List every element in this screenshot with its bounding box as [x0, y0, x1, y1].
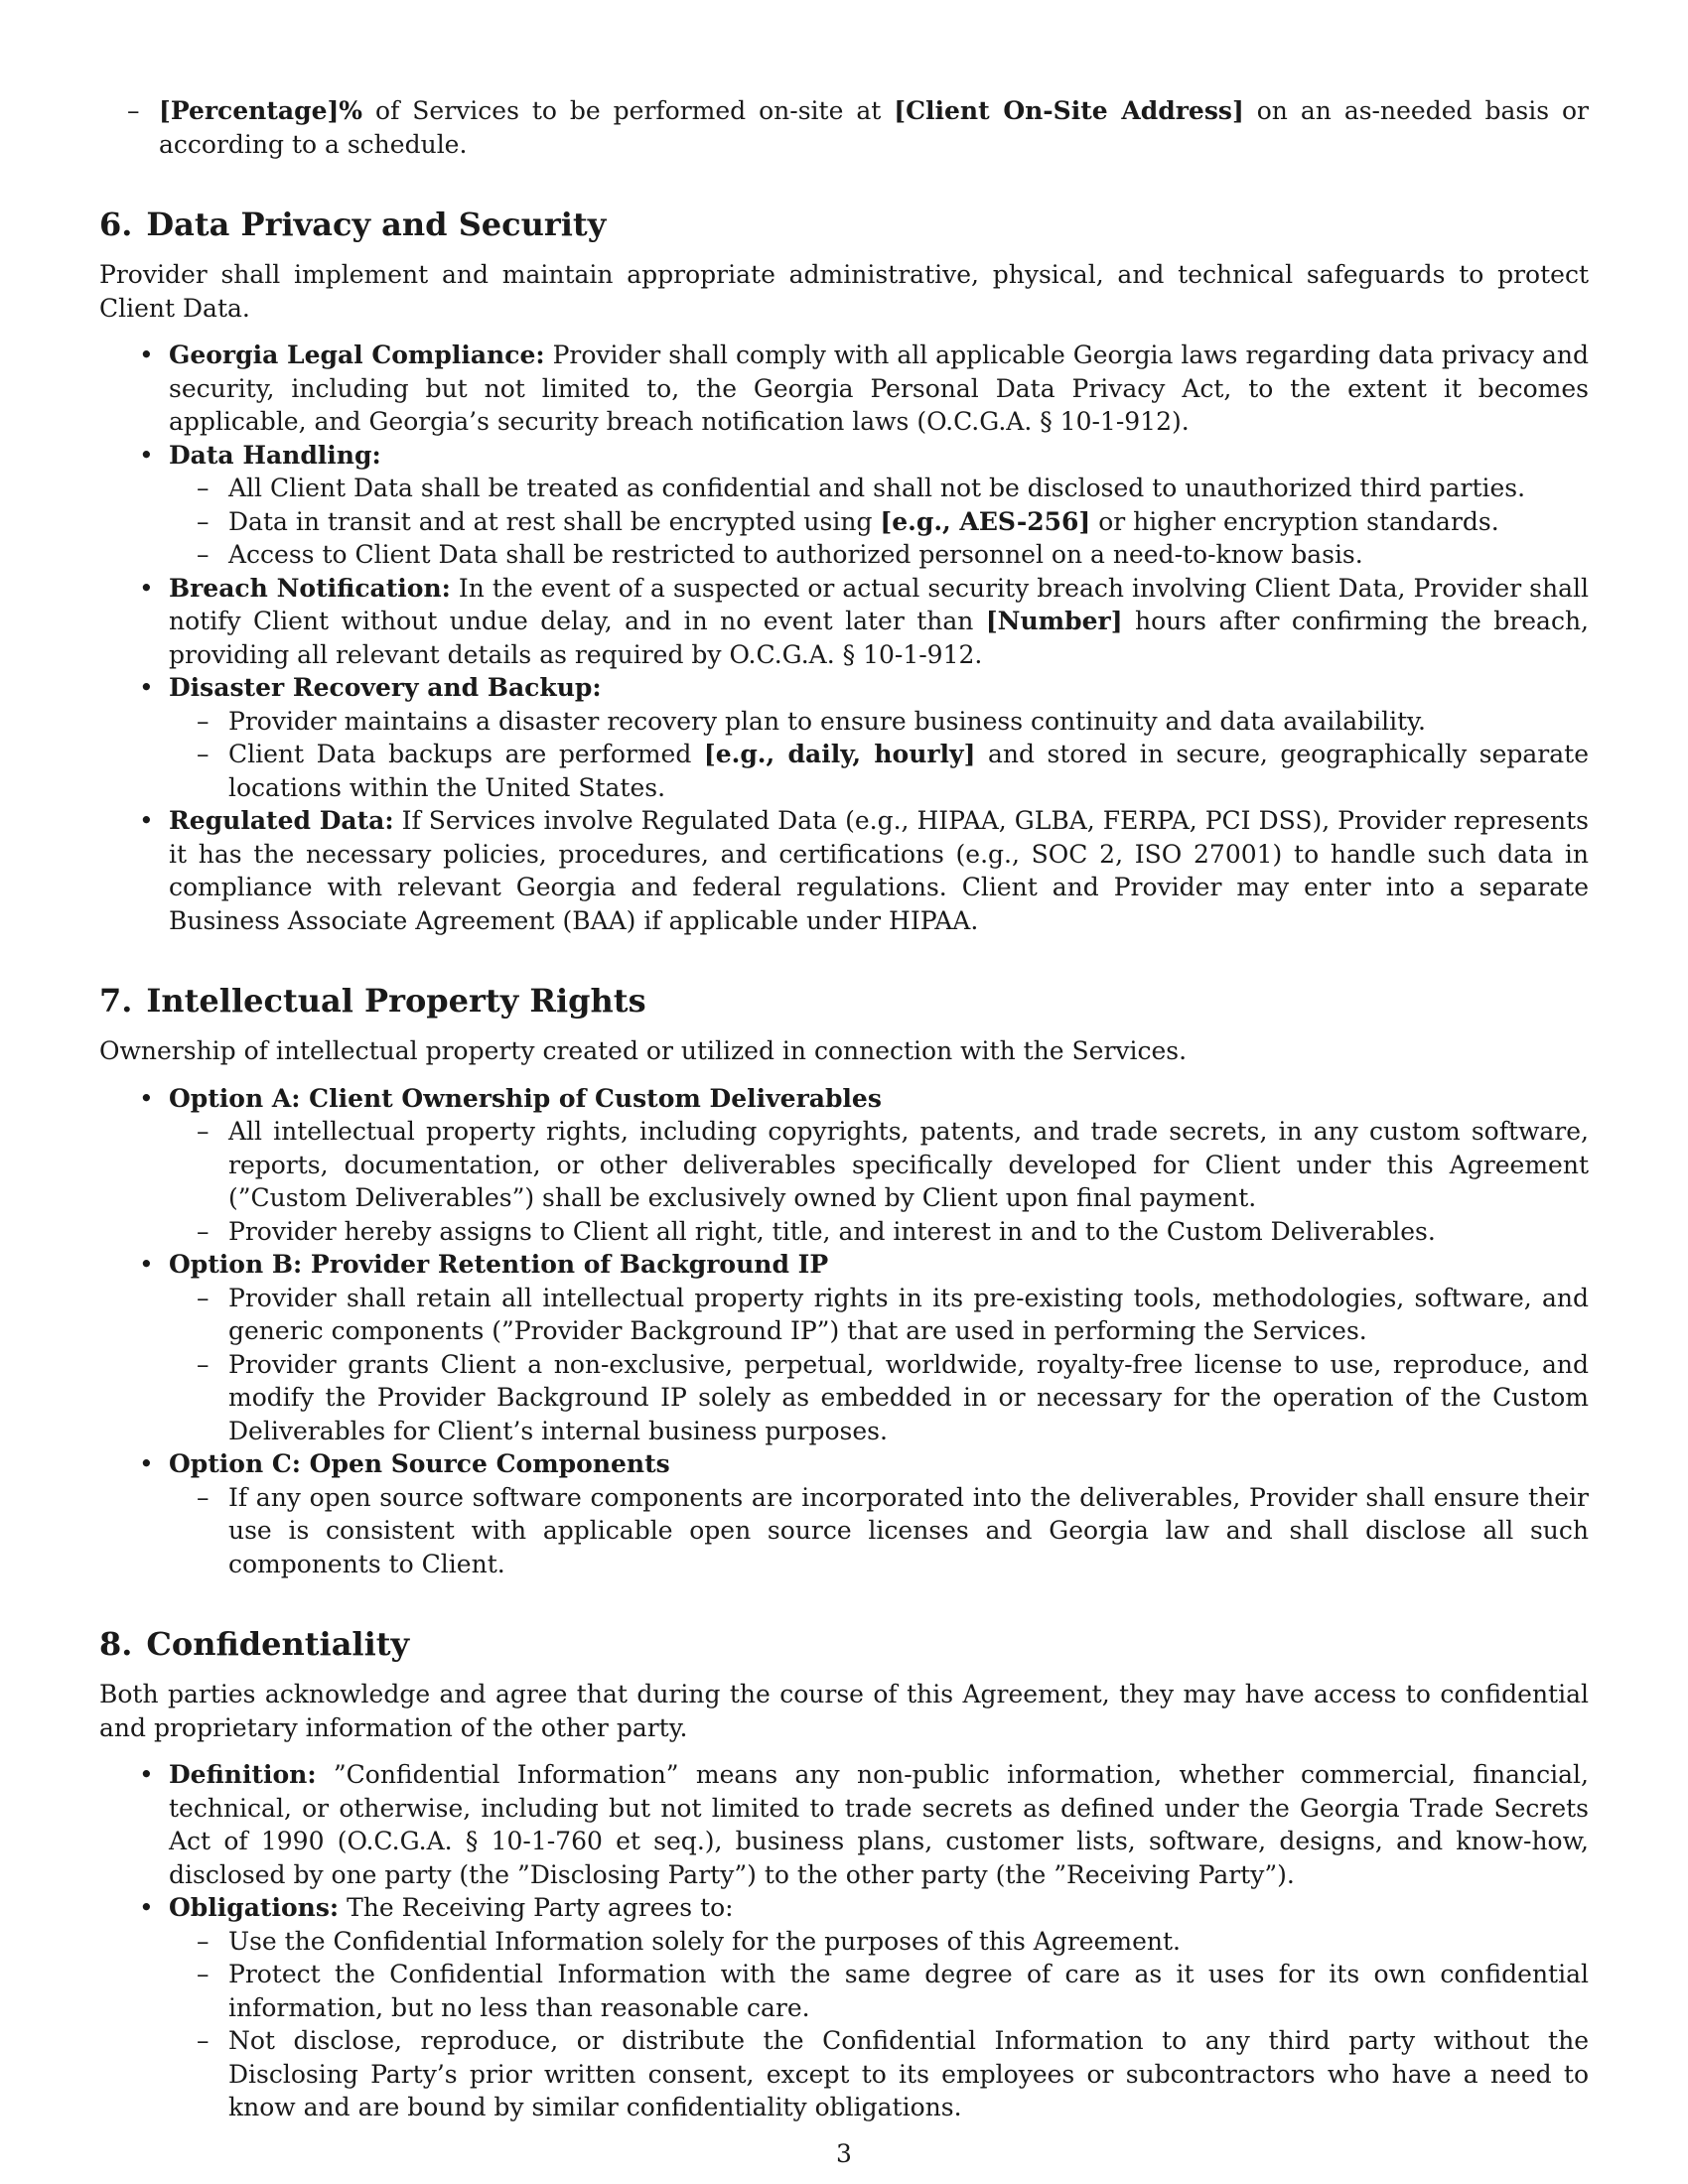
- list-item: – Use the Confidential Information solely for the purposes of this Agreement.: [197, 1926, 1181, 1956]
- list-item: • Breach Notification: In the event of a suspected or actual security breach involving Client Data, Provider shall notify Client without undue delay, and in no event later than [Number] hours after confirming the breach, providing all relevant details as required by O.C.G.A. § 10-1-912.: [139, 573, 1589, 669]
- carryover-list: [99, 94, 1589, 161]
- list-item: • Georgia Legal Compliance: Provider shall comply with all applicable Georgia laws regarding data privacy and security, including but not limited to, the Georgia Personal Data Privacy Act, to the extent it becomes applicable, and Georgia’s security breach notification laws (O.C.G.A. § 10-1-912).: [139, 341, 1589, 436]
- list-item: – Data in transit and at rest shall be encrypted using [e.g., AES-256] or higher encryption standards.: [197, 506, 1499, 536]
- list-item: – Provider hereby assigns to Client all right, title, and interest in and to the Custom Deliverables.: [197, 1216, 1436, 1246]
- list-item: – Provider maintains a disaster recovery plan to ensure business continuity and data availability.: [197, 706, 1426, 736]
- section-6-intro: Provider shall implement and maintain appropriate administrative, physical, and technical safeguards to protect Client Data.: [99, 260, 1589, 323]
- list-item: – Provider shall retain all intellectual property rights in its pre-existing tools, methodologies, software, and generic components (”Provider Background IP”) that are used in performing the Services.: [197, 1283, 1589, 1345]
- list-item: – If any open source software components are incorporated into the deliverables, Provider shall ensure their use is consistent with applicable open source licenses and Georgia law and shall disclose all such components to Client.: [197, 1482, 1589, 1578]
- list-item: • Obligations: The Receiving Party agrees to: – Use the Confidential Information solely for the purposes of this Agreement. – Protect the Confidential Information with the same degree of care as it uses for its own confidential information, but no less than reasonable care. – Not disclose, reproduce, or distribute the Confidential Information to any third party without the Disclosing Party’s prior written consent, except to its employees or subcontractors who have a need to know and are bound by similar confidentiality obligations.: [99, 1891, 1589, 2124]
- bullet-marker: •: [139, 1760, 154, 1789]
- list-item: • Option C: Open Source Components – If any open source software components are incorporated into the deliverables, Provider shall ensure their use is consistent with applicable open source licenses and Georgia law and shall disclose all such components to Client.: [99, 1447, 1589, 1580]
- dash-marker: –: [127, 96, 140, 125]
- list-item: • Data Handling: – All Client Data shall be treated as confidential and shall not be disclosed to unauthorized third parties. – Data in transit and at rest shall be encrypted using [e.g., AES-256] or higher encryption standards. – Access to Client Data shall be restricted to authorized personnel on a need-to-know basis.: [99, 439, 1589, 572]
- bullet-marker: •: [139, 573, 154, 603]
- list-item: – All Client Data shall be treated as confidential and shall not be disclosed to unauthorized third parties.: [197, 474, 1526, 502]
- list-item: – Provider grants Client a non-exclusive, perpetual, worldwide, royalty-free license to use, reproduce, and modify the Provider Background IP solely as embedded in or necessary for the operation of the Custom Deliverables for Client’s internal business purposes.: [197, 1349, 1589, 1445]
- bullet-marker: •: [139, 1449, 154, 1478]
- bullet-marker: •: [139, 806, 154, 835]
- section-7-intro: Ownership of intellectual property created or utilized in connection with the Services.: [99, 1036, 1188, 1065]
- section-8-list: [99, 1758, 1589, 2124]
- bullet-marker: •: [139, 1893, 154, 1922]
- bullet-marker: •: [139, 673, 154, 702]
- section-7-list: [99, 1082, 1589, 1581]
- section-6-heading: 6. Data Privacy and Security: [99, 205, 607, 243]
- list-item: • Option A: Client Ownership of Custom Deliverables – All intellectual property rights, including copyrights, patents, and trade secrets, in any custom software, reports, documentation, or other deliverables specifically developed for Client under this Agreement (”Custom Deliverables”) shall be exclusively owned by Client upon final payment. – Provider hereby assigns to Client all right, title, and interest in and to the Custom Deliverables.: [99, 1082, 1589, 1249]
- bullet-marker: •: [139, 341, 154, 369]
- list-item: – Access to Client Data shall be restricted to authorized personnel on a need-to-know basis.: [197, 540, 1363, 569]
- list-item: • Definition: ”Confidential Information” means any non-public information, whether commercial, financial, technical, or otherwise, including but not limited to trade secrets as defined under the Georgia Trade Secrets Act of 1990 (O.C.G.A. § 10-1-760 et seq.), business plans, customer lists, software, designs, and know-how, disclosed by one party (the ”Disclosing Party”) to the other party (the ”Receiving Party”).: [139, 1760, 1589, 1889]
- section-6-list: [99, 339, 1589, 937]
- list-item: – [Percentage]% of Services to be performed on-site at [Client On-Site Address] on an as-needed basis or according to a schedule.: [127, 96, 1589, 159]
- bullet-marker: •: [139, 1250, 154, 1279]
- document-page: [99, 94, 1589, 2124]
- page-number: 3: [836, 2139, 852, 2168]
- list-item: – Not disclose, reproduce, or distribute the Confidential Information to any third party without the Disclosing Party’s prior written consent, except to its employees or subcontractors who have a need to know and are bound by similar confidentiality obligations.: [197, 2026, 1589, 2121]
- list-item: • Regulated Data: If Services involve Regulated Data (e.g., HIPAA, GLBA, FERPA, PCI DSS), Provider represents it has the necessary policies, procedures, and certifications (e.g., SOC 2, ISO 27001) to handle such data in compliance with relevant Georgia and federal regulations. Client and Provider may enter into a separate Business Associate Agreement (BAA) if applicable under HIPAA.: [139, 806, 1589, 935]
- list-item: – Protect the Confidential Information with the same degree of care as it uses for its own confidential information, but no less than reasonable care.: [197, 1960, 1589, 2022]
- section-8-intro: Both parties acknowledge and agree that during the course of this Agreement, they may have access to confidential and proprietary information of the other party.: [99, 1680, 1589, 1742]
- list-item: – Client Data backups are performed [e.g., daily, hourly] and stored in secure, geographically separate locations within the United States.: [197, 740, 1589, 802]
- list-item: – All intellectual property rights, including copyrights, patents, and trade secrets, in any custom software, reports, documentation, or other deliverables specifically developed for Client under this Agreement (”Custom Deliverables”) shall be exclusively owned by Client upon final payment.: [197, 1117, 1589, 1212]
- list-item: • Disaster Recovery and Backup: – Provider maintains a disaster recovery plan to ensure business continuity and data availability. – Client Data backups are performed [e.g., daily, hourly] and stored in secure, geographically separate locations within the United States.: [99, 671, 1589, 804]
- bullet-marker: •: [139, 440, 154, 470]
- list-item: • Option B: Provider Retention of Background IP – Provider shall retain all intellectual property rights in its pre-existing tools, methodologies, software, and generic components (”Provider Background IP”) that are used in performing the Services. – Provider grants Client a non-exclusive, perpetual, worldwide, royalty-free license to use, reproduce, and modify the Provider Background IP solely as embedded in or necessary for the operation of the Custom Deliverables for Client’s internal business purposes.: [99, 1248, 1589, 1447]
- section-8-heading: 8. Confidentiality: [99, 1625, 410, 1663]
- bullet-marker: •: [139, 1083, 154, 1113]
- section-7-heading: 7. Intellectual Property Rights: [99, 982, 646, 1020]
